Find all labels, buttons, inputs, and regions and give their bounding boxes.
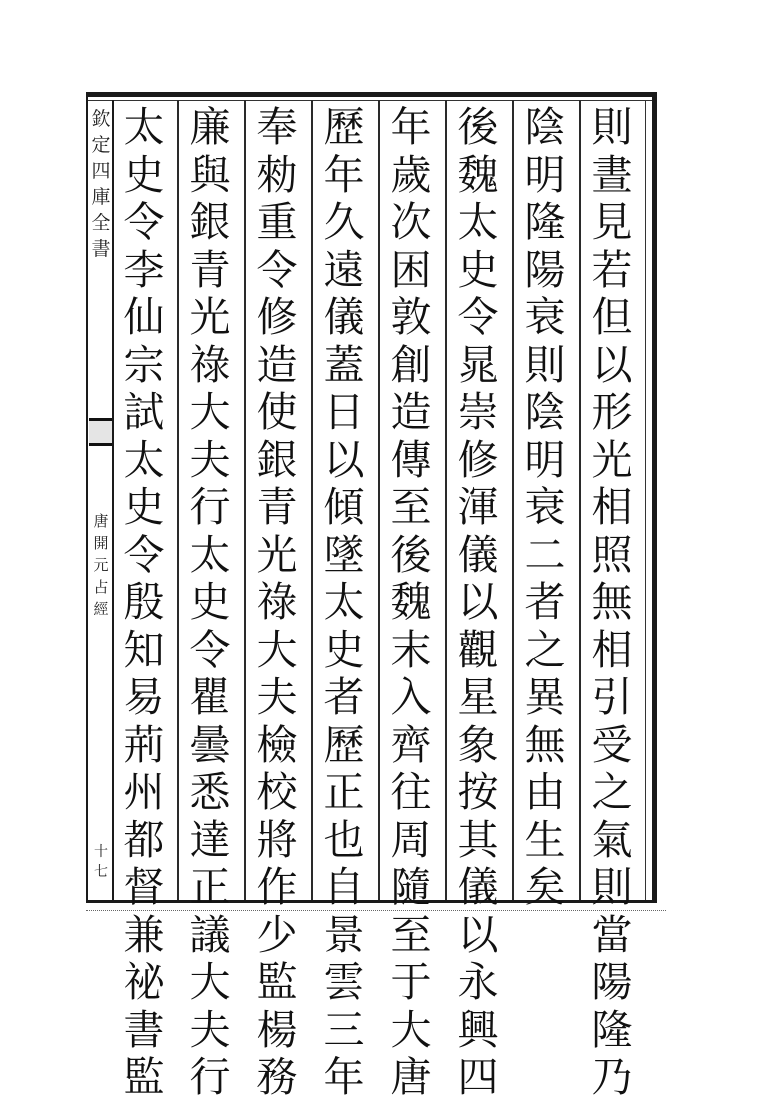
column-divider (378, 100, 380, 900)
margin-title: 欽定四庫全書 (91, 108, 111, 260)
text-column-3: 後魏太史令晁崇修渾儀以觀星象按其儀以永興四 (457, 103, 499, 1101)
text-column-4: 年歲次困敦創造傳至後魏末入齊往周隨至于大唐 (390, 103, 432, 1101)
text-column-5: 歷年久遠儀蓋日以傾墜太史者歷正也自景雲三年 (323, 103, 365, 1101)
column-divider (311, 100, 313, 900)
column-divider (579, 100, 581, 900)
frame-bottom-border (86, 900, 656, 903)
margin-divider (112, 100, 114, 900)
text-column-1: 則晝見若但以形光相照無相引受之氣則當陽隆乃 (591, 103, 633, 1101)
column-divider (244, 100, 246, 900)
margin-column (88, 100, 112, 900)
frame-top-border (86, 92, 656, 97)
text-column-8: 太史令李仙宗試太史令殷知易荊州都督兼祕書監 (123, 103, 165, 1101)
frame-right-border (652, 92, 657, 903)
page-number: 十七 (94, 844, 108, 880)
column-divider (512, 100, 514, 900)
text-column-2: 陰明隆陽衰則陰明衰二者之異無由生矣 (524, 103, 566, 911)
bottom-dotted-line (86, 910, 666, 912)
column-divider (177, 100, 179, 900)
text-column-6: 奉勑重令修造使銀青光祿大夫檢校將作少監楊務 (256, 103, 298, 1101)
frame-top-inner-border (86, 100, 656, 101)
frame-right-inner-border (645, 100, 646, 900)
column-divider (445, 100, 447, 900)
text-column-7: 廉與銀青光祿大夫行太史令瞿曇悉達正議大夫行 (189, 103, 231, 1101)
fish-tail-mark (89, 418, 113, 446)
book-name: 唐開元占經 (93, 512, 109, 618)
